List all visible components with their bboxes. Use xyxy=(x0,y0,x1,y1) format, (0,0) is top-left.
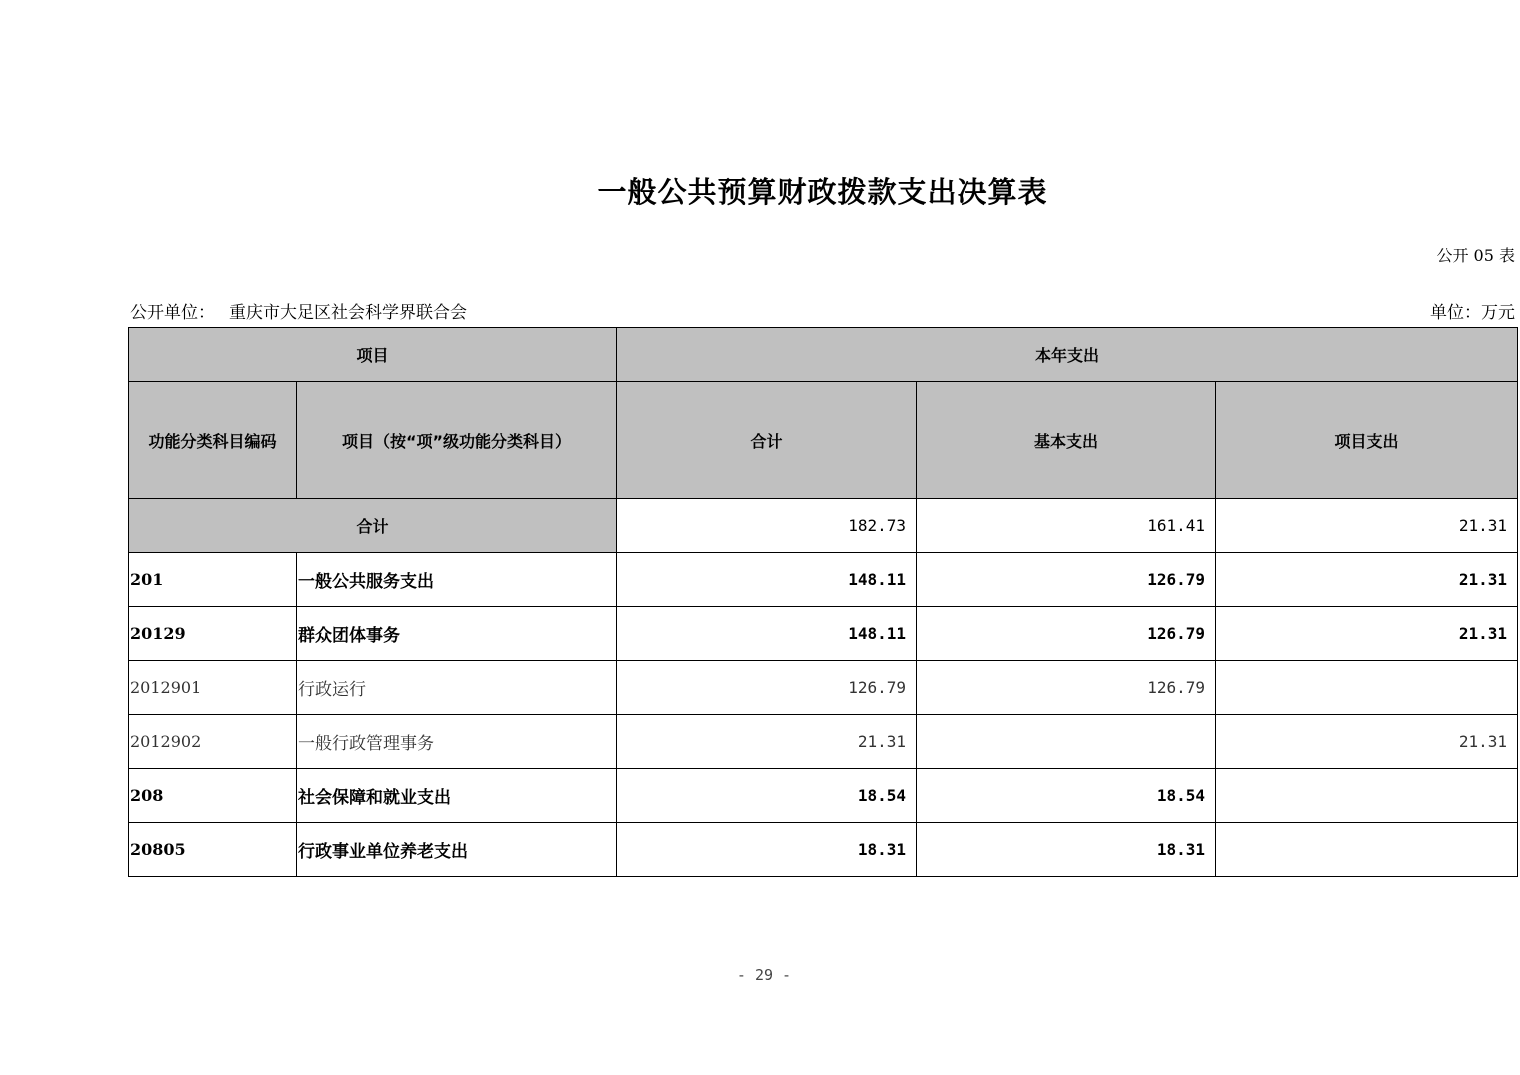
row-basic: 18.54 xyxy=(917,769,1216,823)
total-sum: 182.73 xyxy=(617,499,917,553)
row-code: 20129 xyxy=(129,607,297,661)
row-name: 行政事业单位养老支出 xyxy=(297,823,617,877)
row-name: 行政运行 xyxy=(297,661,617,715)
header-item-name: 项目（按“项”级功能分类科目） xyxy=(297,382,617,499)
header-basic: 基本支出 xyxy=(917,382,1216,499)
row-total: 21.31 xyxy=(617,715,917,769)
row-basic: 126.79 xyxy=(917,607,1216,661)
currency-unit: 单位：万元 xyxy=(1430,303,1515,323)
page-number: - 29 - xyxy=(736,966,792,984)
form-number: 公开 05 表 xyxy=(1436,246,1515,265)
row-code: 20805 xyxy=(129,823,297,877)
table-row xyxy=(129,823,1518,877)
row-project: 21.31 xyxy=(1216,715,1518,769)
table-row xyxy=(129,715,1518,769)
table-row xyxy=(129,661,1518,715)
unit-name: 重庆市大足区社会科学界联合会 xyxy=(229,303,467,323)
table-row xyxy=(129,607,1518,661)
total-label: 合计 xyxy=(129,499,617,553)
header-item: 项目 xyxy=(129,328,617,382)
row-name: 群众团体事务 xyxy=(297,607,617,661)
total-row xyxy=(129,499,1518,553)
row-total: 126.79 xyxy=(617,661,917,715)
total-basic: 161.41 xyxy=(917,499,1216,553)
header-project: 项目支出 xyxy=(1216,382,1518,499)
publishing-unit xyxy=(130,298,467,323)
expenditure-table xyxy=(128,327,1518,877)
unit-label: 公开单位： xyxy=(130,303,215,323)
row-total: 148.11 xyxy=(617,553,917,607)
header-code: 功能分类科目编码 xyxy=(129,382,297,499)
row-basic: 18.31 xyxy=(917,823,1216,877)
row-basic: 126.79 xyxy=(917,553,1216,607)
row-project xyxy=(1216,823,1518,877)
row-total: 148.11 xyxy=(617,607,917,661)
page-title: 一般公共预算财政拨款支出决算表 xyxy=(597,175,1048,209)
row-project: 21.31 xyxy=(1216,553,1518,607)
table-row xyxy=(129,553,1518,607)
row-code: 2012902 xyxy=(129,715,297,769)
row-code: 208 xyxy=(129,769,297,823)
table-row xyxy=(129,769,1518,823)
header-total: 合计 xyxy=(617,382,917,499)
row-total: 18.31 xyxy=(617,823,917,877)
row-name: 一般行政管理事务 xyxy=(297,715,617,769)
row-basic: 126.79 xyxy=(917,661,1216,715)
row-project xyxy=(1216,769,1518,823)
header-row-2 xyxy=(129,382,1518,499)
row-project: 21.31 xyxy=(1216,607,1518,661)
header-row-1 xyxy=(129,328,1518,382)
header-current-year-expense: 本年支出 xyxy=(617,328,1518,382)
row-name: 社会保障和就业支出 xyxy=(297,769,617,823)
row-name: 一般公共服务支出 xyxy=(297,553,617,607)
row-total: 18.54 xyxy=(617,769,917,823)
row-code: 201 xyxy=(129,553,297,607)
row-code: 2012901 xyxy=(129,661,297,715)
total-project: 21.31 xyxy=(1216,499,1518,553)
row-basic xyxy=(917,715,1216,769)
row-project xyxy=(1216,661,1518,715)
